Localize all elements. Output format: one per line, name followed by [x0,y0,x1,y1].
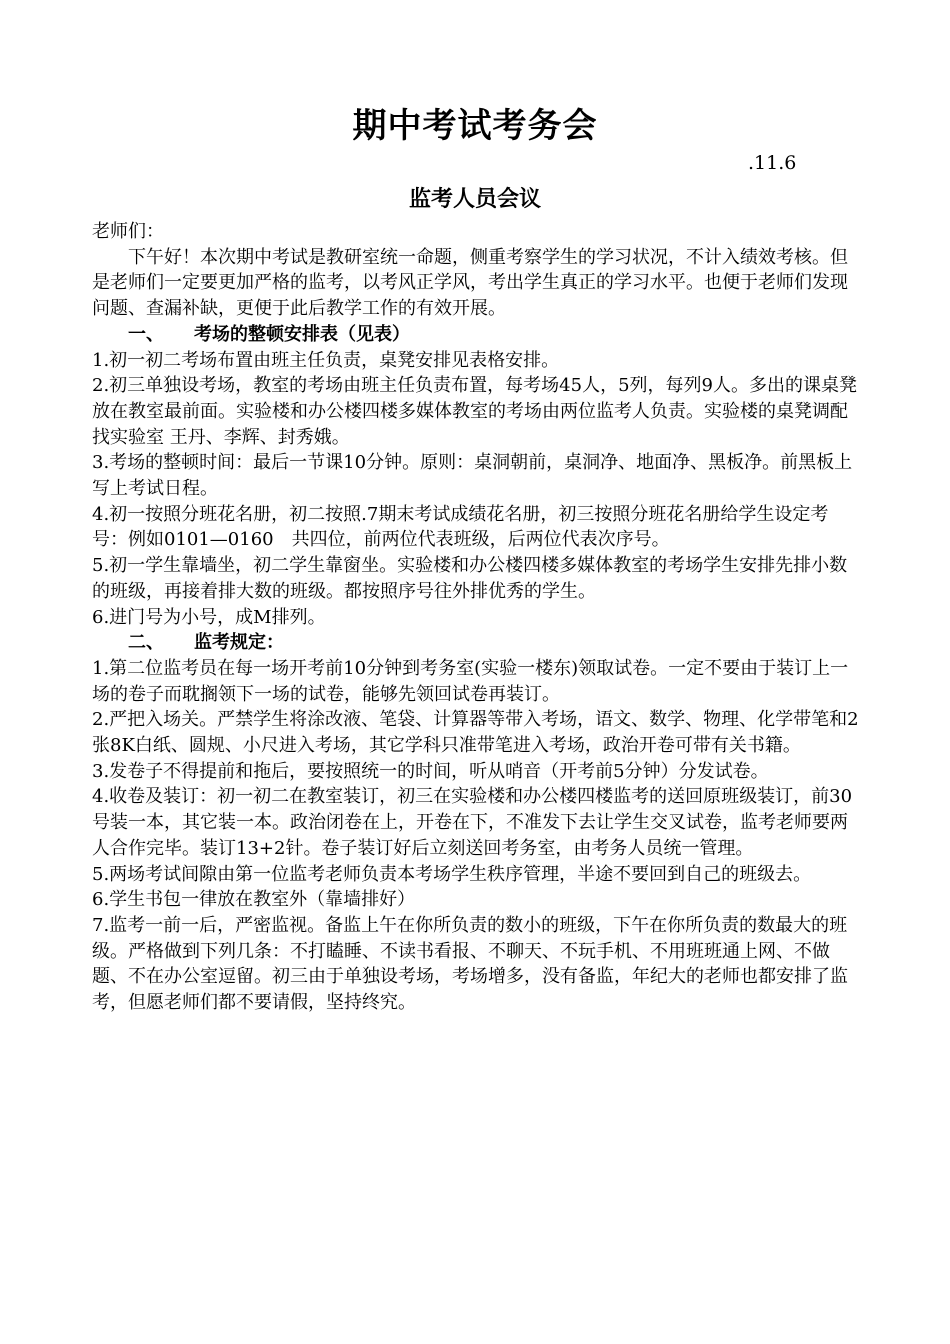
section-1-title: 考场的整顿安排表（见表） [194,323,410,345]
section-2-item: 3.发卷子不得提前和拖后，要按照统一的时间，听从哨音（开考前5分钟）分发试卷。 [92,760,769,782]
section-2-item: 2.严把入场关。严禁学生将涂改液、笔袋、计算器等带入考场，语文、数学、物理、化学带笔和2张8K白纸、圆规、小尺进入考场，其它学科只准带笔进入考场，政治开卷可带有关书籍。 [92,709,859,757]
section-2-item: 7.监考一前一后，严密监视。备监上午在你所负责的数小的班级，下午在你所负责的数最大的班级。严格做到下列几条：不打瞌睡、不读书看报、不聊天、不玩手机、不用班班通上网、不做题、不在办公室逗留。初三由于单独设考场，考场增多，没有备监，年纪大的老师也都安排了监考，但愿老师们都不要请假，坚持终究。 [92,914,848,1014]
section-2-item: 4.收卷及装订：初一初二在教室装订，初三在实验楼和办公楼四楼监考的送回原班级装订，前30号装一本，其它装一本。政治闭卷在上，开卷在下，不准发下去让学生交叉试卷，监考老师要两人合作完毕。装订13+2针。卷子装订好后立刻送回考务室，由考务人员统一管理。 [92,786,853,859]
document-date: .11.6 [748,152,797,174]
section-2-number: 二、 [128,632,164,654]
document-body [92,219,862,1016]
section-1-item: 3.考场的整顿时间：最后一节课10分钟。原则：桌洞朝前，桌洞净、地面净、黑板净。前黑板上写上考试日程。 [92,452,853,500]
section-2-heading [92,630,862,656]
greeting: 老师们： [92,221,164,242]
section-2-item: 5.两场考试间隙由第一位监考老师负责本考场学生秩序管理，半途不要回到自己的班级去。 [92,863,812,885]
document-subtitle: 监考人员会议 [408,187,541,212]
section-2-item: 6.学生书包一律放在教室外（靠墙排好） [92,889,416,911]
section-1-item: 6.进门号为小号，成M排列。 [92,606,326,628]
section-1-item: 4.初一按照分班花名册，初二按照.7期末考试成绩花名册，初三按照分班花名册给学生设定考号：例如0101—0160 共四位，前两位代表班级，后两位代表次序号。 [92,503,829,551]
section-1-number: 一、 [128,323,164,345]
section-1-heading [92,322,862,348]
document-title: 期中考试考务会 [352,106,598,146]
section-2-title: 监考规定： [194,632,284,654]
section-2-item: 1.第二位监考员在每一场开考前10分钟到考务室(实验一楼东)领取试卷。一定不要由于装订上一场的卷子而耽搁领下一场的试卷，能够先领回试卷再装订。 [92,657,849,705]
section-1-item: 1.初一初二考场布置由班主任负责，桌凳安排见表格安排。 [92,349,560,371]
section-1-item: 2.初三单独设考场，教室的考场由班主任负责布置，每考场45人，5列，每列9人。多出的课桌凳放在教室最前面。实验楼和办公楼四楼多媒体教室的考场由两位监考人负责。实验楼的桌凳调配找实验室 王丹、李辉、封秀娥。 [92,375,857,448]
section-1-item: 5.初一学生靠墙坐，初二学生靠窗坐。实验楼和办公楼四楼多媒体教室的考场学生安排先排小数的班级，再接着排大数的班级。都按照序号往外排优秀的学生。 [92,555,848,602]
intro-paragraph: 下午好！本次期中考试是教研室统一命题，侧重考察学生的学习状况，不计入绩效考核。但是老师们一定要更加严格的监考，以考风正学风，考出学生真正的学习水平。也便于老师们发现问题、查漏补缺，更便于此后教学工作的有效开展。 [92,246,848,320]
